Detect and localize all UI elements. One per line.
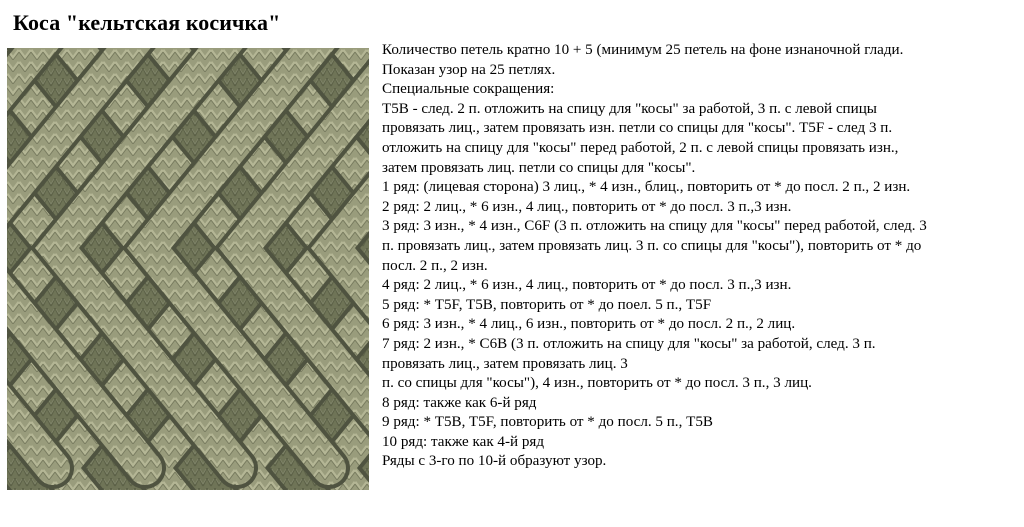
instruction-line: T5B - след. 2 п. отложить на спицу для "косы" за работой, 3 п. с левой спицы [382,100,877,117]
instruction-line: посл. 2 п., 2 изн. [382,257,488,274]
instruction-line: 3 ряд: 3 изн., * 4 изн., C6F (3 п. отложить на спицу для "косы" перед работой, след. 3 [382,218,927,235]
instruction-line: 5 ряд: * T5F, T5B, повторить от * до поел. 5 п., T5F [382,296,712,313]
pattern-instructions [382,41,1018,472]
page-title: Коса "кельтская косичка" [13,10,281,35]
instruction-line: Показан узор на 25 петлях. [382,61,556,78]
instruction-line: 4 ряд: 2 лиц., * 6 изн., 4 лиц., повторить от * до посл. 3 п.,3 изн. [382,277,792,294]
instruction-line: 9 ряд: * T5B, T5F, повторить от * до посл. 5 п., T5B [382,414,713,431]
instruction-line: отложить на спицу для "косы" перед работой, 2 п. с левой спицы провязать изн., [382,139,899,156]
instruction-line: 6 ряд: 3 изн., * 4 лиц., 6 изн., повторить от * до посл. 2 п., 2 лиц. [382,316,796,333]
knitting-photo [7,48,369,490]
instruction-line: п. со спицы для "косы"), 4 изн., повторить от * до посл. 3 п., 3 лиц. [382,375,812,392]
instruction-line: 10 ряд: также как 4-й ряд [382,433,545,450]
instruction-line: Специальные сокращения: [382,81,555,98]
instruction-line: провязать лиц., затем провязать изн. петли со спицы для "косы". T5F - след 3 п. [382,120,893,137]
instruction-line: затем провязать лиц. петли со спицы для "косы". [382,159,696,176]
instruction-line: Количество петель кратно 10 + 5 (минимум 25 петель на фоне изнаночной глади. [382,42,904,58]
instruction-line: 8 ряд: также как 6-й ряд [382,394,537,411]
instruction-line: п. провязать лиц., затем провязать лиц. 3 п. со спицы для "косы"), повторить от * до [382,237,922,254]
instruction-line: 2 ряд: 2 лиц., * 6 изн., 4 лиц., повторить от * до посл. 3 п.,3 изн. [382,198,792,215]
instruction-line: Ряды с 3-го по 10-й образуют узор. [382,453,607,470]
instruction-line: 7 ряд: 2 изн., * C6B (3 п. отложить на спицу для "косы" за работой, след. 3 п. [382,335,876,352]
instruction-line: провязать лиц., затем провязать лиц. 3 [382,355,628,372]
cable-pattern-illustration [7,48,369,490]
instruction-line: 1 ряд: (лицевая сторона) 3 лиц., * 4 изн., блиц., повторить от * до посл. 2 п., 2 изн. [382,179,911,196]
